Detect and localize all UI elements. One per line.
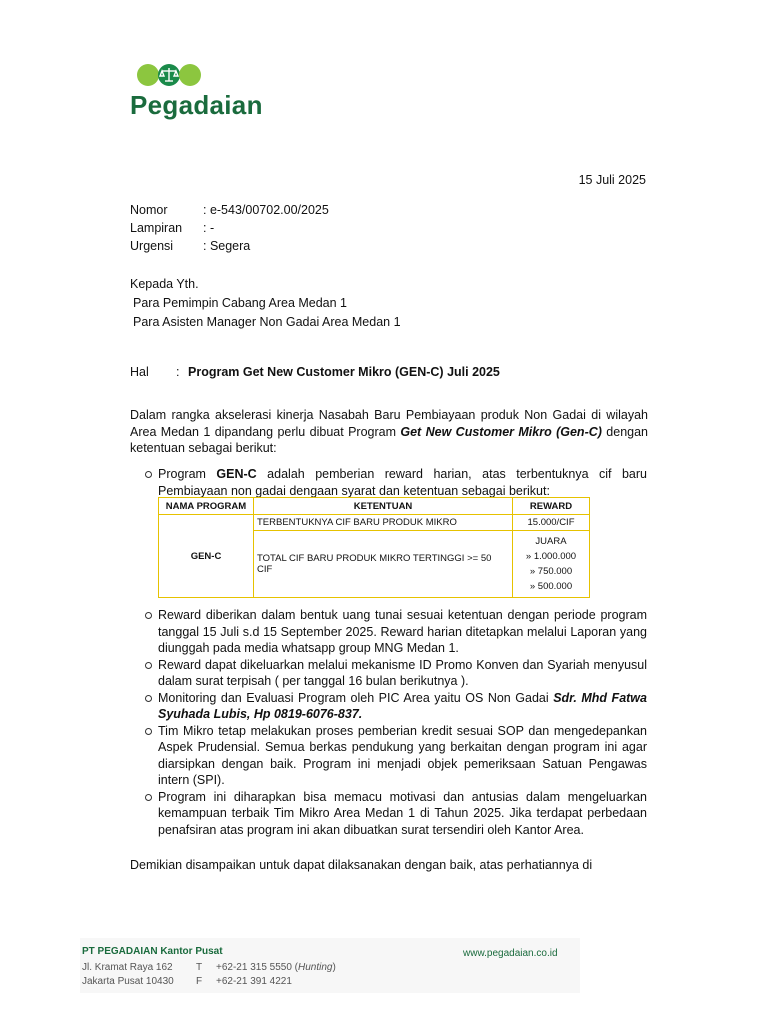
- intro-emphasis: Get New Customer Mikro (Gen-C): [400, 424, 602, 439]
- table-header-row: [159, 498, 590, 515]
- brand-name: Pegadaian: [130, 90, 263, 120]
- reward-value: » 1.000.000: [525, 551, 577, 562]
- table-header: KETENTUAN: [254, 498, 513, 515]
- list-item: Tim Mikro tetap melakukan proses pemberian kredit sesuai SOP dan mengedepankan Aspek Prudensial. Semua berkas pendukung yang berkaitan dengan program ini agar diarsipkan dengan baik. Program ini menjadi objek pemeriksaan Satuan Pengawas intern (SPI).: [145, 723, 647, 789]
- table-cell: TERBENTUKNYA CIF BARU PRODUK MIKRO: [254, 515, 513, 531]
- footer-fax-label: F: [196, 976, 203, 987]
- meta-value: : e-543/00702.00/2025: [203, 203, 329, 217]
- salutation: Kepada Yth.: [130, 277, 199, 291]
- subject-colon: :: [176, 365, 180, 379]
- meta-lampiran: [130, 221, 214, 235]
- table-header: NAMA PROGRAM: [159, 498, 254, 515]
- bullet-bold: GEN-C: [216, 467, 257, 481]
- footer-phone: +62-21 315 5550 (Hunting): [216, 962, 336, 973]
- footer-fax: +62-21 391 4221: [216, 976, 292, 987]
- footer-website[interactable]: www.pegadaian.co.id: [463, 948, 558, 959]
- intro-text: Dalam rangka akselerasi kinerja Nasabah Baru Pembiayaan produk Non Gadai di wilayah Area Medan 1 dipandang perlu dibuat Program: [130, 408, 648, 439]
- footer-company: PT PEGADAIAN Kantor Pusat: [82, 946, 223, 957]
- bullet-list-main: [145, 607, 647, 838]
- phone-number: +62-21 315 5550: [216, 962, 292, 973]
- recipient-line: Para Pemimpin Cabang Area Medan 1: [133, 296, 348, 310]
- footer-phone-label: T: [196, 962, 203, 973]
- bullet-text: adalah pemberian reward harian, atas terbentuknya cif baru Pembiayaan non gadai dengaan syarat dan ketentuan sebagai berikut:: [158, 467, 648, 498]
- program-table: [158, 497, 590, 598]
- reward-value: » 500.000: [529, 581, 573, 592]
- table-cell: 15.000/CIF: [513, 515, 590, 531]
- meta-label: Lampiran: [130, 221, 183, 235]
- list-item: Program ini diharapkan bisa memacu motivasi dan antusias dalam mengeluarkan kemampuan terbaik Tim Mikro Area Medan 1 di Tahun 2025. Jika terdapat perbedaan penafsiran atas program ini akan dibuatkan surat tersendiri oleh Kantor Area.: [145, 789, 647, 839]
- footer-address: Jl. Kramat Raya 162: [82, 962, 173, 973]
- meta-value: : -: [203, 221, 215, 235]
- list-item: Reward dapat dikeluarkan melalui mekanisme ID Promo Konven dan Syariah menyusul dalam surat terpisah ( per tanggal 16 bulan berikutnya ).: [145, 657, 647, 690]
- meta-label: Nomor: [130, 203, 168, 217]
- meta-value: : Segera: [203, 239, 251, 253]
- intro-text-end: dengan ketentuan sebagai berikut:: [130, 424, 649, 455]
- phone-note: Hunting: [298, 962, 333, 973]
- recipient-line: Para Asisten Manager Non Gadai Area Medan 1: [133, 315, 401, 329]
- program-name: GEN-C: [159, 515, 254, 598]
- closing-paragraph: Demikian disampaikan untuk dapat dilaksanakan dengan baik, atas perhatiannya di: [130, 858, 593, 872]
- subject-label: Hal: [130, 365, 149, 379]
- reward-title: JUARA: [535, 536, 567, 547]
- reward-cell: [513, 531, 590, 598]
- list-item: [145, 466, 647, 499]
- meta-label: Urgensi: [130, 239, 174, 253]
- bullet-list-top: [145, 466, 647, 499]
- meta-urgensi: [130, 239, 250, 253]
- company-logo: [130, 60, 275, 122]
- scales-icon: [134, 62, 204, 90]
- bullet-text: Monitoring dan Evaluasi Program oleh PIC Area yaitu OS Non Gadai: [158, 690, 554, 705]
- list-item: [145, 690, 647, 723]
- meta-nomor: [130, 203, 329, 217]
- footer-address: Jakarta Pusat 10430: [82, 976, 174, 987]
- intro-paragraph: [130, 407, 648, 457]
- letter-date: 15 Juli 2025: [578, 173, 646, 187]
- table-row: [159, 515, 590, 531]
- reward-value: » 750.000: [529, 566, 573, 577]
- bullet-emphasis: Sdr. Mhd Fatwa Syuhada Lubis, Hp 0819-6076-837.: [158, 690, 647, 721]
- bullet-text: Program: [158, 467, 217, 481]
- subject-text: Program Get New Customer Mikro (GEN-C) Juli 2025: [188, 365, 500, 379]
- list-item: Reward diberikan dalam bentuk uang tunai sesuai ketentuan dengan periode program tanggal 15 Juli s.d 15 September 2025. Reward harian ditetapkan melalui Laporan yang diunggah pada media whatsapp group MNG Medan 1.: [145, 607, 647, 657]
- table-cell: TOTAL CIF BARU PRODUK MIKRO TERTINGGI >= 50 CIF: [254, 531, 513, 598]
- table-header: REWARD: [513, 498, 590, 515]
